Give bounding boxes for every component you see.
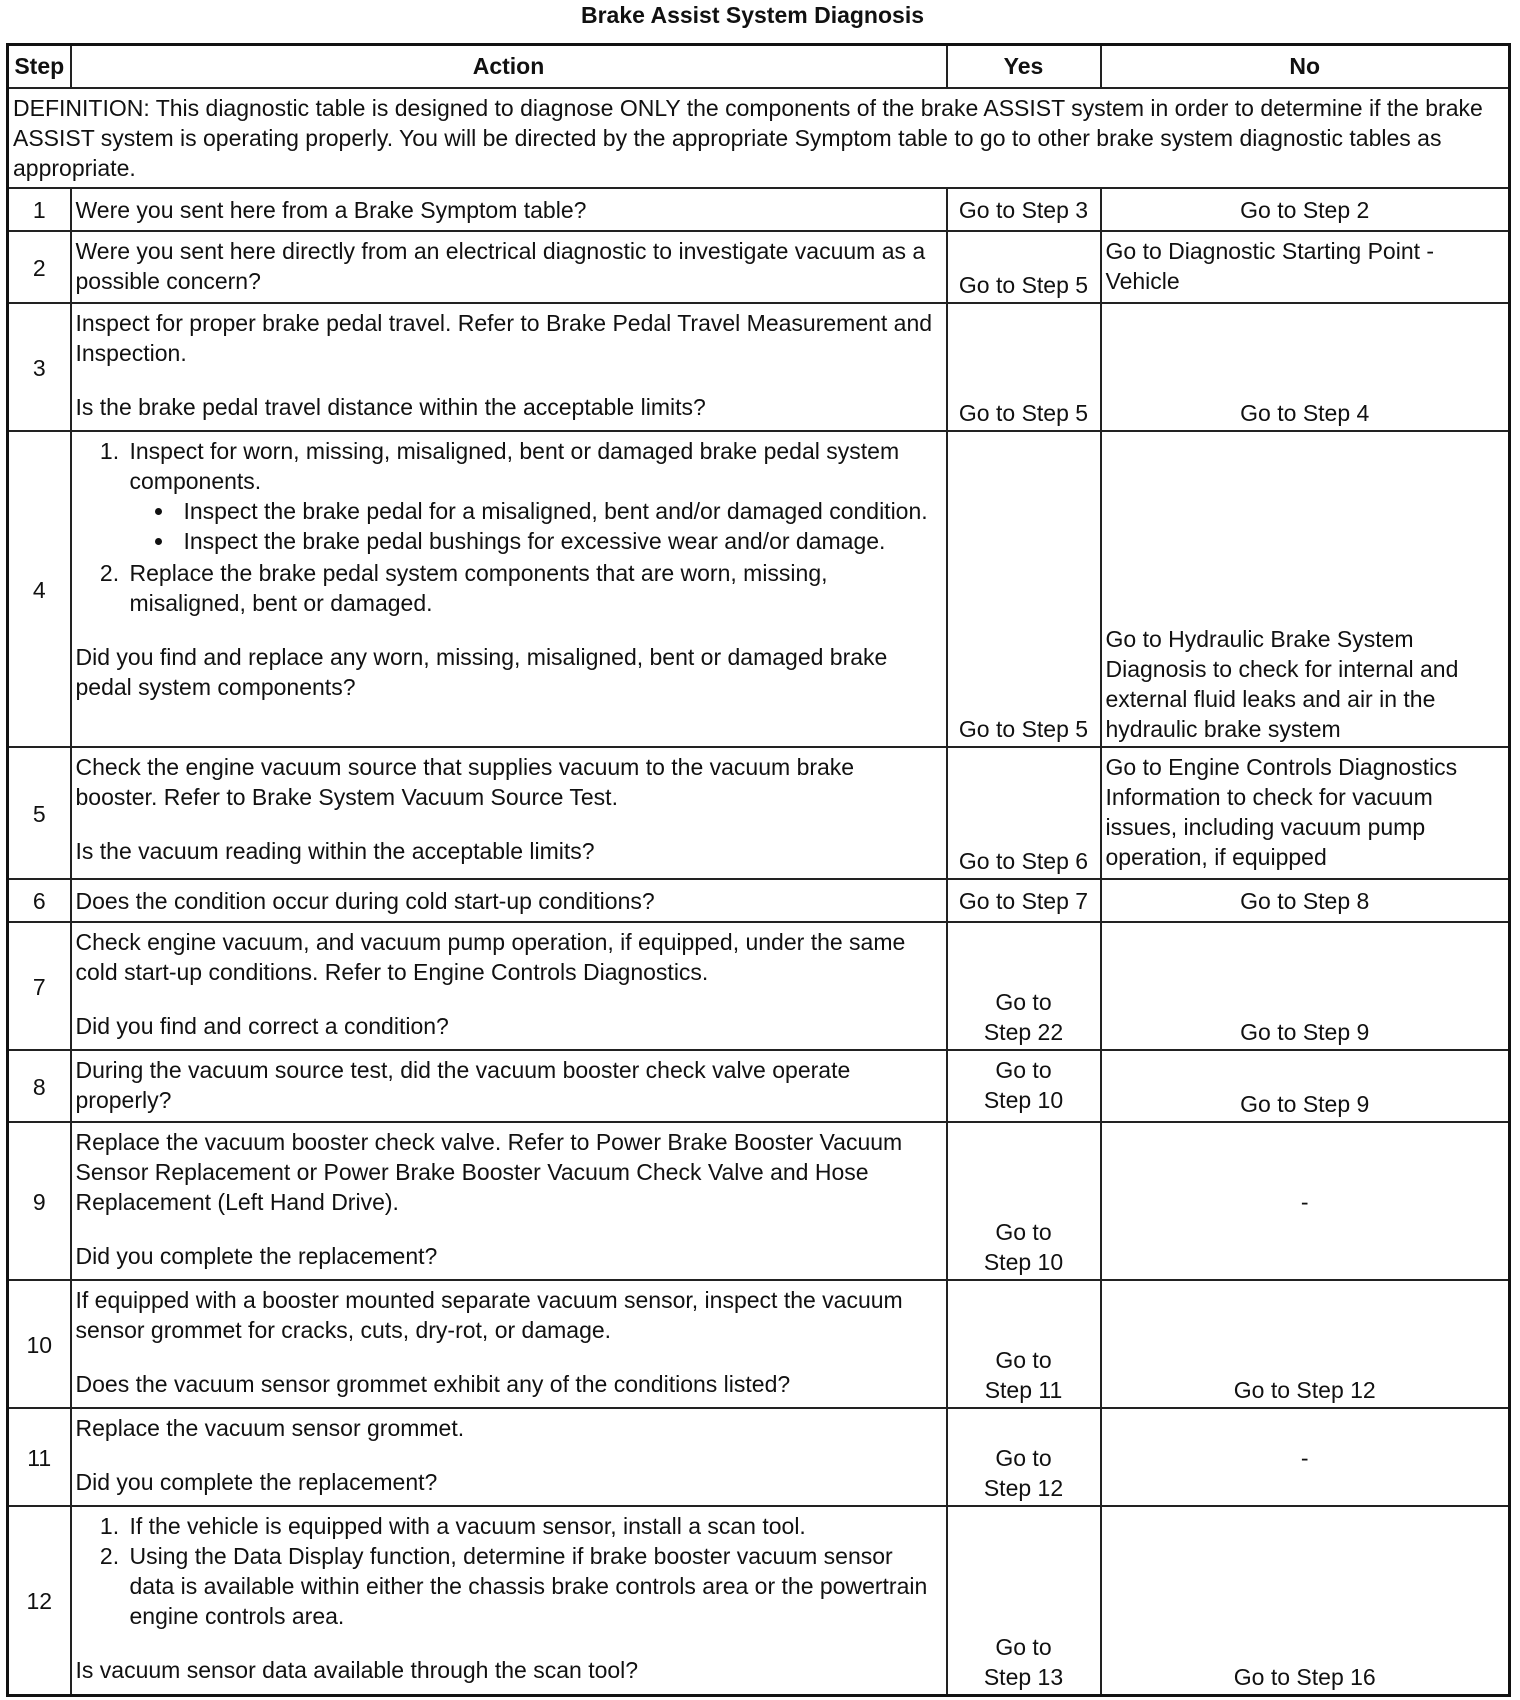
yes-link[interactable]: Go to Step 5 [947, 303, 1101, 431]
action-question: Did you complete the replacement? [75, 1468, 438, 1495]
yes-link[interactable]: Go to Step 6 [947, 747, 1101, 879]
action-text: During the vacuum source test, did the vacuum booster check valve operate properly? [71, 1050, 947, 1122]
list-item: 2. Using the Data Display function, determine if brake booster vacuum sensor data is available within either the chassis brake controls area or the powertrain engine controls area. [126, 1541, 942, 1631]
bullet-item: • Inspect the brake pedal bushings for excessive wear and/or damage. [176, 526, 942, 556]
no-link[interactable]: Go to Diagnostic Starting Point - Vehicle [1101, 231, 1510, 303]
action-steps [76, 1511, 942, 1631]
no-link[interactable]: Go to Step 9 [1101, 1050, 1510, 1122]
yes-link[interactable]: Go to Step 5 [947, 431, 1101, 747]
action-text: Were you sent here directly from an electrical diagnostic to investigate vacuum as a possible concern? [71, 231, 947, 303]
table-row [8, 188, 1510, 231]
action-question: Is the vacuum reading within the acceptable limits? [75, 837, 595, 864]
action-cell [71, 922, 947, 1050]
table-row [8, 303, 1510, 431]
step-number: 9 [8, 1122, 71, 1280]
action-text: Inspect for proper brake pedal travel. Refer to Brake Pedal Travel Measurement and Inspection. [75, 309, 933, 366]
table-row [8, 922, 1510, 1050]
step-number: 2 [8, 231, 71, 303]
bullet-item: • Inspect the brake pedal for a misaligned, bent and/or damaged condition. [176, 496, 942, 526]
list-item-text: Inspect for worn, missing, misaligned, bent or damaged brake pedal system components. [129, 437, 900, 494]
yes-link[interactable]: Go to Step 5 [947, 231, 1101, 303]
header-step: Step [8, 45, 71, 88]
action-question: Is vacuum sensor data available through the scan tool? [75, 1656, 639, 1683]
step-number: 4 [8, 431, 71, 747]
page-title: Brake Assist System Diagnosis [580, 2, 925, 28]
list-item-text: Replace the brake pedal system components that are worn, missing, misaligned, bent or damaged. [129, 559, 828, 616]
table-row [8, 1280, 1510, 1408]
step-number: 7 [8, 922, 71, 1050]
action-text: If equipped with a booster mounted separate vacuum sensor, inspect the vacuum sensor grommet for cracks, cuts, dry-rot, or damage. [75, 1286, 903, 1343]
step-number: 6 [8, 879, 71, 922]
no-link[interactable]: Go to Step 2 [1101, 188, 1510, 231]
yes-link[interactable]: Go to Step 7 [947, 879, 1101, 922]
action-cell [71, 1122, 947, 1280]
yes-link[interactable]: Go to Step 22 [947, 922, 1101, 1050]
list-item [126, 558, 942, 618]
no-link[interactable]: Go to Step 9 [1101, 922, 1510, 1050]
action-cell [71, 431, 947, 747]
yes-link[interactable]: Go to Step 12 [947, 1408, 1101, 1506]
action-cell [71, 303, 947, 431]
action-text: Replace the vacuum booster check valve. Refer to Power Brake Booster Vacuum Sensor Replacement or Power Brake Booster Vacuum Check Valve and Hose Replacement (Left Hand Drive). [75, 1128, 903, 1215]
action-text: Check the engine vacuum source that supplies vacuum to the vacuum brake booster. Refer to Brake System Vacuum Source Test. [75, 753, 855, 810]
header-no: No [1101, 45, 1510, 88]
no-link[interactable]: - [1101, 1122, 1510, 1280]
table-row [8, 1506, 1510, 1696]
action-cell [71, 1408, 947, 1506]
step-number: 5 [8, 747, 71, 879]
table-row [8, 1050, 1510, 1122]
header-yes: Yes [947, 45, 1101, 88]
yes-link[interactable]: Go to Step 11 [947, 1280, 1101, 1408]
table-row [8, 1122, 1510, 1280]
header-action: Action [71, 45, 947, 88]
yes-link[interactable]: Go to Step 10 [947, 1050, 1101, 1122]
action-cell [71, 747, 947, 879]
diagnosis-table [6, 43, 1511, 1697]
header-row [8, 45, 1510, 88]
no-link[interactable]: Go to Step 8 [1101, 879, 1510, 922]
action-question: Did you complete the replacement? [75, 1242, 438, 1269]
definition-row [8, 88, 1510, 188]
table-row [8, 231, 1510, 303]
step-number: 1 [8, 188, 71, 231]
definition-text: DEFINITION: This diagnostic table is designed to diagnose ONLY the components of the brake ASSIST system in order to determine if the brake ASSIST system is operating properly. You will be directed by the appropriate Symptom table to go to other brake system diagnostic tables as appropriate. [8, 88, 1510, 188]
list-item: 1. If the vehicle is equipped with a vacuum sensor, install a scan tool. [126, 1511, 942, 1541]
step-number: 8 [8, 1050, 71, 1122]
no-link[interactable]: Go to Engine Controls Diagnostics Information to check for vacuum issues, including vacuum pump operation, if equipped [1101, 747, 1510, 879]
no-link[interactable]: Go to Step 4 [1101, 303, 1510, 431]
table-row [8, 431, 1510, 747]
action-steps [76, 436, 942, 618]
action-question: Did you find and replace any worn, missing, misaligned, bent or damaged brake pedal system components? [75, 643, 888, 700]
action-question: Is the brake pedal travel distance within the acceptable limits? [75, 393, 706, 420]
table-row [8, 1408, 1510, 1506]
action-cell [71, 1280, 947, 1408]
action-cell [71, 1506, 947, 1696]
action-text: Does the condition occur during cold start-up conditions? [71, 879, 947, 922]
no-link[interactable]: Go to Step 12 [1101, 1280, 1510, 1408]
action-question: Does the vacuum sensor grommet exhibit any of the conditions listed? [75, 1370, 791, 1397]
step-number: 11 [8, 1408, 71, 1506]
yes-link[interactable]: Go to Step 3 [947, 188, 1101, 231]
no-link[interactable]: - [1101, 1408, 1510, 1506]
table-row [8, 879, 1510, 922]
no-link[interactable]: Go to Step 16 [1101, 1506, 1510, 1696]
action-text: Check engine vacuum, and vacuum pump operation, if equipped, under the same cold start-up conditions. Refer to Engine Controls Diagnostics. [75, 928, 906, 985]
bullet-list [130, 496, 942, 556]
step-number: 10 [8, 1280, 71, 1408]
action-text: Replace the vacuum sensor grommet. [75, 1414, 465, 1441]
table-row [8, 747, 1510, 879]
yes-link[interactable]: Go to Step 13 [947, 1506, 1101, 1696]
action-text: Were you sent here from a Brake Symptom table? [71, 188, 947, 231]
step-number: 12 [8, 1506, 71, 1696]
step-number: 3 [8, 303, 71, 431]
yes-link[interactable]: Go to Step 10 [947, 1122, 1101, 1280]
no-link[interactable]: Go to Hydraulic Brake System Diagnosis to check for internal and external fluid leaks and air in the hydraulic brake system [1101, 431, 1510, 747]
list-item [126, 436, 942, 556]
action-question: Did you find and correct a condition? [75, 1012, 449, 1039]
